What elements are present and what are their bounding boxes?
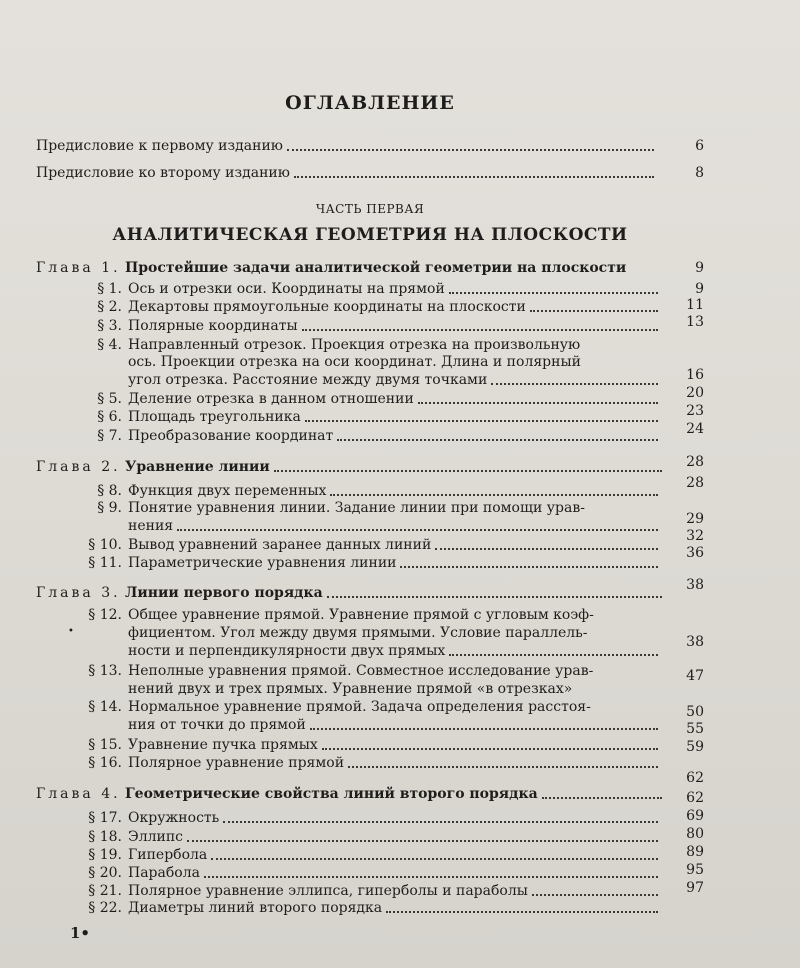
section-number: § 13. [88, 663, 122, 679]
entry-page-number: 95 [686, 862, 704, 878]
signature-mark: 1• [70, 924, 91, 942]
section-title: Вывод уравнений заранее данных линий [128, 537, 432, 553]
entry-page-number: 62 [686, 770, 704, 786]
entry-page-number: 6 [695, 138, 704, 154]
chapter-label: Глава 1. [36, 260, 121, 276]
entry-page-number: 89 [686, 844, 704, 860]
section-title: Эллипс [128, 829, 184, 845]
leader-dots [532, 894, 658, 896]
entry-page-number: 16 [686, 367, 704, 383]
leader-dots [449, 654, 658, 656]
leader-dots [435, 548, 658, 550]
leader-dots [449, 292, 658, 294]
entry-page-number: 47 [686, 668, 704, 684]
section-title-line-2: нения [128, 518, 174, 534]
entry-page-number: 97 [686, 880, 704, 896]
leader-dots [204, 876, 658, 878]
section-title-line-2: нений двух и трех прямых. Уравнение прямой «в отрезках» [128, 681, 573, 697]
section-number: § 3. [97, 318, 122, 334]
section-number: § 18. [88, 829, 122, 845]
toc-section-17[interactable] [82, 810, 662, 826]
leader-dots [211, 858, 658, 860]
section-title: Преобразование координат [128, 428, 334, 444]
section-title: Функция двух переменных [128, 483, 327, 499]
leader-dots [310, 728, 658, 730]
section-title: Полярное уравнение эллипса, гиперболы и параболы [128, 883, 528, 899]
toc-section-4[interactable] [82, 337, 580, 353]
toc-chapter-3[interactable] [36, 585, 666, 601]
leader-dots [530, 310, 658, 312]
chapter-title: Уравнение линии [125, 459, 270, 475]
toc-section-4-last-line [128, 372, 662, 388]
entry-page-number: 80 [686, 826, 704, 842]
section-number: § 20. [88, 865, 122, 881]
entry-page-number: 28 [686, 475, 704, 491]
section-title: Полярное уравнение прямой [128, 755, 345, 771]
leader-dots [187, 840, 658, 842]
leader-dots [418, 402, 658, 404]
section-title-line-1: Неполные уравнения прямой. Совместное исследование урав- [128, 663, 594, 679]
entry-page-number: 55 [686, 721, 704, 737]
section-number: § 17. [88, 810, 122, 826]
entry-page-number: 13 [686, 314, 704, 330]
toc-section-9-last-line [128, 518, 662, 534]
entry-page-number: 62 [686, 790, 704, 806]
toc-section-16[interactable] [82, 755, 662, 771]
toc-section-19[interactable] [82, 847, 662, 863]
leader-dots [177, 529, 658, 531]
section-title-line-2: ния от точки до прямой [128, 717, 306, 733]
section-title: Ось и отрезки оси. Координаты на прямой [128, 281, 445, 297]
section-title: Парабола [128, 865, 200, 881]
toc-entry-preface-1[interactable] [36, 138, 658, 154]
toc-section-1[interactable] [82, 281, 662, 297]
section-number: § 16. [88, 755, 122, 771]
chapter-title: Простейшие задачи аналитической геометрии на плоскости [125, 260, 627, 276]
section-title: Уравнение пучка прямых [128, 737, 318, 753]
leader-dots [223, 821, 658, 823]
toc-section-12[interactable] [82, 607, 594, 623]
entry-page-number: 9 [695, 260, 704, 276]
section-title: Параметрические уравнения линии [128, 555, 397, 571]
section-title-line-3: ности и перпендикулярности двух прямых [128, 643, 446, 659]
entry-page-number: 32 [686, 528, 704, 544]
section-number: § 10. [88, 537, 122, 553]
toc-chapter-1[interactable] [36, 260, 676, 276]
section-title-line-1: Направленный отрезок. Проекция отрезка на произвольную [128, 337, 581, 353]
part-title: АНАЛИТИЧЕСКАЯ ГЕОМЕТРИЯ НА ПЛОСКОСТИ [112, 225, 628, 245]
toc-section-5[interactable] [82, 391, 662, 407]
section-number: § 4. [97, 337, 122, 353]
leader-dots [348, 766, 658, 768]
leader-dots [386, 911, 658, 913]
entry-text: Предисловие ко второму изданию [36, 165, 290, 181]
section-title-line-1: Нормальное уравнение прямой. Задача определения расстоя- [128, 699, 591, 715]
toc-section-10[interactable] [82, 537, 662, 553]
chapter-label: Глава 2. [36, 459, 121, 475]
leader-dots [322, 748, 658, 750]
section-number: § 9. [97, 500, 122, 516]
toc-chapter-4[interactable] [36, 786, 666, 802]
entry-page-number: 28 [686, 454, 704, 470]
section-number: § 15. [88, 737, 122, 753]
section-number: § 11. [88, 555, 122, 571]
entry-page-number: 38 [686, 577, 704, 593]
entry-page-number: 9 [695, 281, 704, 297]
toc-section-13[interactable] [82, 663, 593, 679]
toc-section-22[interactable] [82, 900, 662, 916]
toc-section-14-last-line [128, 717, 662, 733]
section-number: § 1. [97, 281, 122, 297]
toc-section-7[interactable] [82, 428, 662, 444]
toc-section-12-last-line [128, 643, 662, 659]
section-title-line-2: ось. Проекции отрезка на оси координат. Длина и полярный [128, 354, 581, 370]
section-title: Гипербола [128, 847, 208, 863]
leader-dots [400, 566, 658, 568]
section-title: Окружность [128, 810, 220, 826]
chapter-title: Линии первого порядка [125, 585, 323, 601]
section-title: Деление отрезка в данном отношении [128, 391, 414, 407]
section-title: Декартовы прямоугольные координаты на плоскости [128, 299, 526, 315]
leader-dots [302, 329, 658, 331]
leader-dots [305, 420, 658, 422]
chapter-label: Глава 3. [36, 585, 121, 601]
leader-dots [287, 149, 654, 151]
entry-page-number: 69 [686, 808, 704, 824]
leader-dots [274, 470, 662, 472]
toc-section-20[interactable] [82, 865, 662, 881]
toc-title: ОГЛАВЛЕНИЕ [285, 92, 455, 114]
chapter-label: Глава 4. [36, 786, 121, 802]
toc-section-14[interactable] [82, 699, 591, 715]
entry-page-number: 36 [686, 545, 704, 561]
entry-page-number: 50 [686, 704, 704, 720]
toc-section-15[interactable] [82, 737, 662, 753]
section-number: § 7. [97, 428, 122, 444]
entry-page-number: 59 [686, 739, 704, 755]
entry-page-number: 8 [695, 165, 704, 181]
section-title-line-1: Общее уравнение прямой. Уравнение прямой с угловым коэф- [128, 607, 594, 623]
leader-dots [327, 596, 662, 598]
section-title-line-1: Понятие уравнения линии. Задание линии при помощи урав- [128, 500, 585, 516]
part-label: ЧАСТЬ ПЕРВАЯ [315, 202, 425, 216]
entry-page-number: 20 [686, 385, 704, 401]
leader-dots [542, 797, 662, 799]
section-number: § 8. [97, 483, 122, 499]
entry-text: Предисловие к первому изданию [36, 138, 283, 154]
toc-section-21[interactable] [82, 883, 662, 899]
toc-section-11[interactable] [82, 555, 662, 571]
section-number: § 22. [88, 900, 122, 916]
section-number: § 5. [97, 391, 122, 407]
section-title-line-3: угол отрезка. Расстояние между двумя точками [128, 372, 488, 388]
section-title: Диаметры линий второго порядка [128, 900, 383, 916]
stray-dot: • [68, 626, 74, 637]
entry-page-number: 24 [686, 421, 704, 437]
entry-page-number: 38 [686, 634, 704, 650]
leader-dots [337, 439, 658, 441]
section-number: § 19. [88, 847, 122, 863]
section-number: § 14. [88, 699, 122, 715]
toc-section-3[interactable] [82, 318, 662, 334]
section-number: § 21. [88, 883, 122, 899]
leader-dots [491, 383, 658, 385]
section-number: § 12. [88, 607, 122, 623]
section-number: § 2. [97, 299, 122, 315]
leader-dots [294, 176, 654, 178]
entry-page-number: 11 [686, 297, 704, 313]
section-title: Площадь треугольника [128, 409, 301, 425]
toc-entry-preface-2[interactable] [36, 165, 658, 181]
entry-page-number: 29 [686, 511, 704, 527]
toc-section-9[interactable] [82, 500, 585, 516]
section-title: Полярные координаты [128, 318, 298, 334]
toc-section-2[interactable] [82, 299, 662, 315]
entry-page-number: 23 [686, 403, 704, 419]
toc-section-13-last-line [128, 681, 662, 697]
section-title-line-2: фициентом. Угол между двумя прямыми. Условие параллель- [128, 625, 588, 641]
toc-chapter-2[interactable] [36, 459, 666, 475]
toc-section-18[interactable] [82, 829, 662, 845]
toc-section-6[interactable] [82, 409, 662, 425]
leader-dots [330, 494, 658, 496]
chapter-title: Геометрические свойства линий второго порядка [125, 786, 538, 802]
toc-section-8[interactable] [82, 483, 662, 499]
section-number: § 6. [97, 409, 122, 425]
